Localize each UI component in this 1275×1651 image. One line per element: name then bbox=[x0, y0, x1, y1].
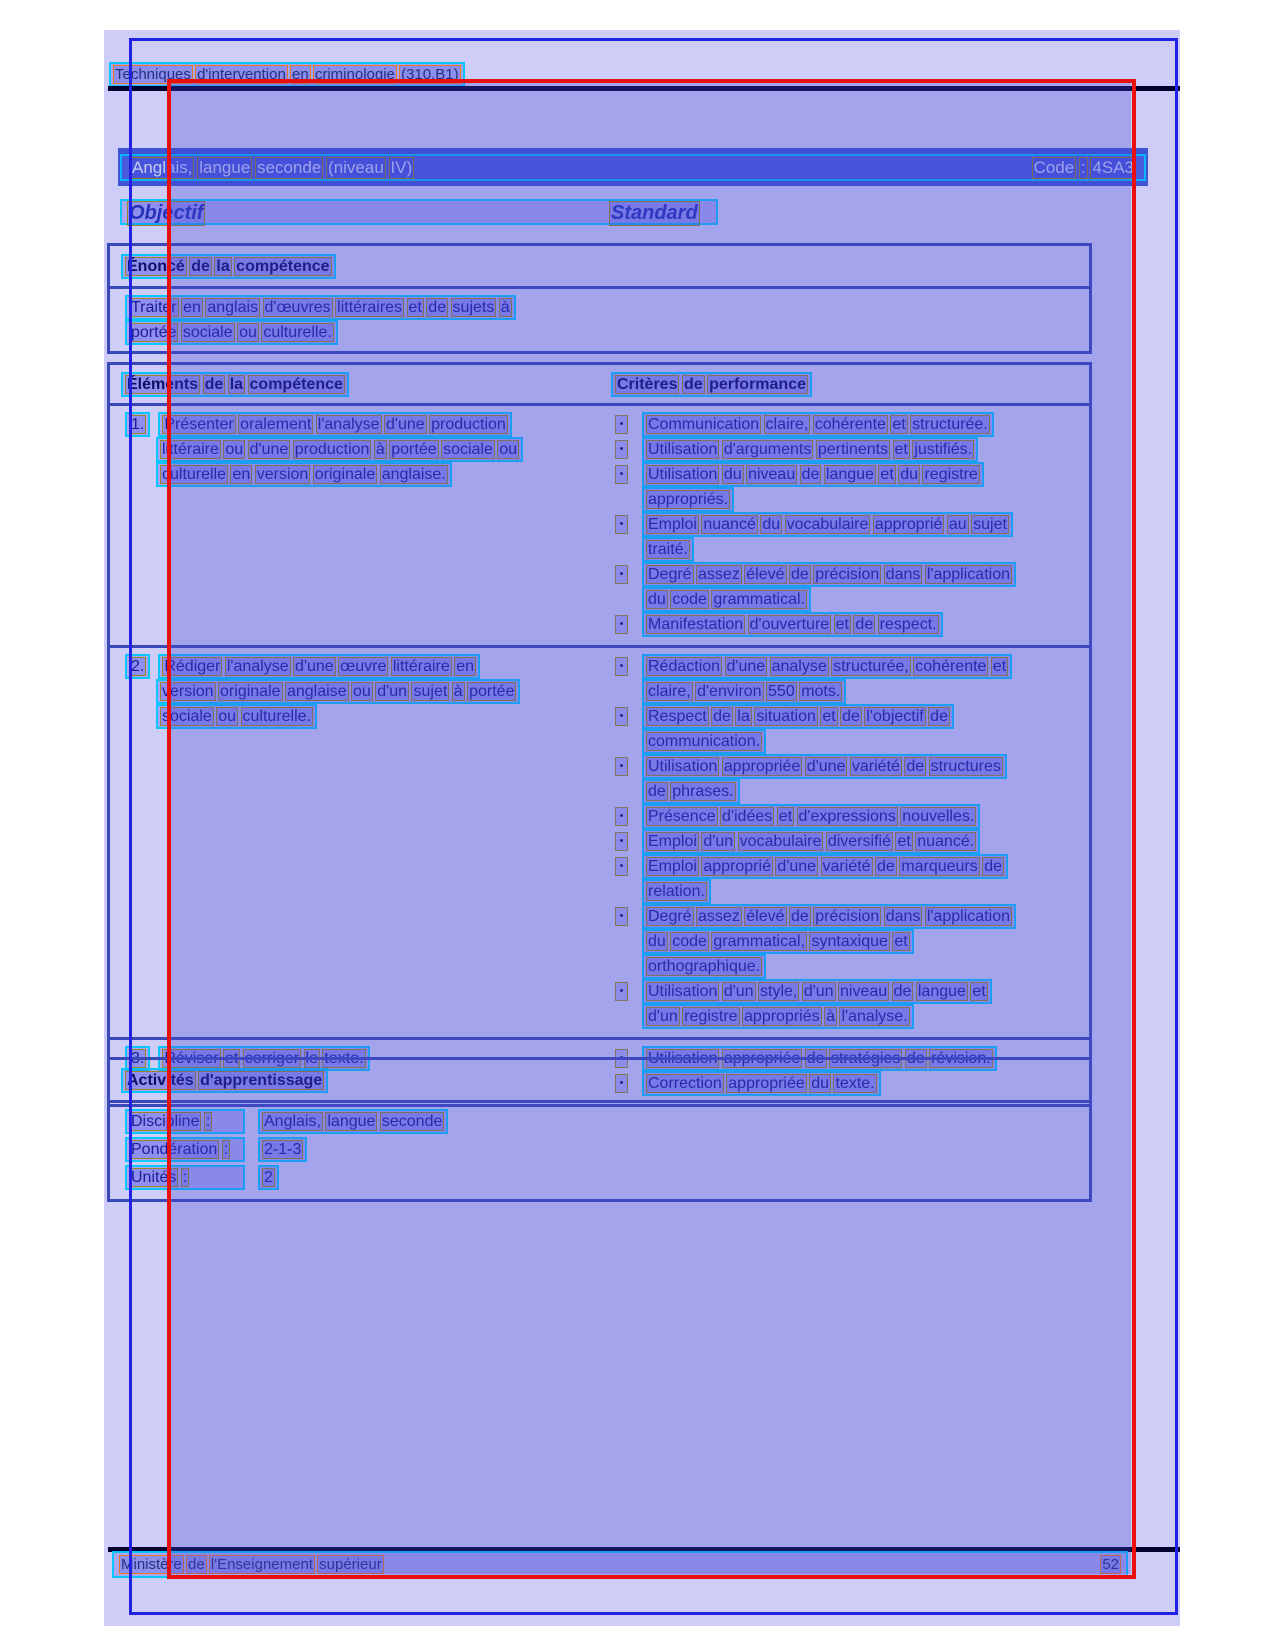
element-line: sociale ou culturelle. bbox=[162, 708, 311, 725]
statement-line: Traiter en anglais d'œuvres littéraires et de sujets à bbox=[131, 299, 510, 316]
criteria-line: Degré assez élevé de précision dans l'application bbox=[648, 908, 1010, 925]
section-activites-body bbox=[110, 1103, 1089, 1199]
col-header-criteres: Critères de performance bbox=[617, 376, 806, 393]
bullet-icon: • bbox=[615, 465, 628, 484]
criteria-line: Utilisation d'un style, d'un niveau de langue et bbox=[648, 983, 986, 1000]
table-header-row bbox=[110, 365, 1089, 403]
bullet-icon: • bbox=[615, 832, 628, 851]
heading-objectif: Objectif bbox=[129, 202, 204, 224]
criteria-line: Utilisation du niveau de langue et du registre bbox=[648, 466, 978, 483]
col-header-elements: Éléments de la compétence bbox=[127, 376, 343, 393]
table-row bbox=[110, 645, 1089, 1037]
criteria-line: Communication claire, cohérente et structurée. bbox=[648, 416, 988, 433]
criteria-line: traité. bbox=[648, 541, 689, 558]
criteria-line: d'un registre appropriés à l'analyse. bbox=[648, 1008, 908, 1025]
course-title-line bbox=[120, 154, 1146, 181]
running-header bbox=[109, 62, 465, 87]
criteria-item bbox=[611, 437, 1089, 462]
criteria-line: du code grammatical. bbox=[648, 591, 805, 608]
section-enonce-body bbox=[110, 289, 1089, 351]
criteria-line: Degré assez élevé de précision dans l'application bbox=[648, 566, 1010, 583]
element-line: Présenter oralement l'analyse d'une production bbox=[164, 416, 506, 433]
criteria-item bbox=[611, 462, 1089, 512]
criteria-line: Présence d'idées et d'expressions nouvelles. bbox=[648, 808, 975, 825]
element-line: version originale anglaise ou d'un sujet à portée bbox=[162, 683, 515, 700]
section-activites bbox=[107, 1057, 1092, 1202]
bullet-icon: • bbox=[615, 757, 628, 776]
table-header-cell bbox=[110, 372, 611, 397]
heading-standard: Standard bbox=[611, 202, 698, 224]
bullet-icon: • bbox=[615, 565, 628, 584]
element-cell bbox=[110, 412, 611, 637]
activity-value: 2 bbox=[264, 1169, 273, 1186]
criteria-item bbox=[611, 654, 1089, 704]
criteria-item bbox=[611, 904, 1089, 979]
criteria-item bbox=[611, 804, 1089, 829]
section-enonce-header bbox=[110, 246, 1089, 289]
criteria-cell bbox=[611, 654, 1089, 1029]
criteria-line: Utilisation appropriée d'une variété de structures bbox=[648, 758, 1001, 775]
table-row bbox=[110, 403, 1089, 645]
bullet-icon: • bbox=[615, 707, 628, 726]
criteria-line: Rédaction d'une analyse structurée, cohérente et bbox=[648, 658, 1007, 675]
page-number: 52 bbox=[1102, 1556, 1119, 1573]
section-activites-title: Activités d'apprentissage bbox=[127, 1072, 323, 1089]
activity-label: Pondération : bbox=[131, 1141, 229, 1158]
bullet-icon: • bbox=[615, 857, 628, 876]
criteria-line: Utilisation d'arguments pertinents et justifiés. bbox=[648, 441, 973, 458]
element-cell bbox=[110, 654, 611, 1029]
element-line: Réviser et corriger le texte. bbox=[164, 1050, 364, 1067]
bullet-icon: • bbox=[615, 615, 628, 634]
criteria-line: Correction appropriée du texte. bbox=[648, 1075, 875, 1092]
criteria-item bbox=[611, 562, 1089, 612]
criteria-cell bbox=[611, 412, 1089, 637]
criteria-item bbox=[611, 754, 1089, 804]
criteria-line: Emploi nuancé du vocabulaire approprié au sujet bbox=[648, 516, 1007, 533]
competence-table bbox=[107, 362, 1092, 1107]
element-number: 3. bbox=[131, 1050, 145, 1067]
criteria-line: de phrases. bbox=[648, 783, 734, 800]
criteria-line: Respect de la situation et de l'objectif de bbox=[648, 708, 948, 725]
criteria-line: relation. bbox=[648, 883, 705, 900]
element-number: 1. bbox=[131, 416, 145, 433]
criteria-item bbox=[611, 612, 1089, 637]
criteria-line: appropriés. bbox=[648, 491, 729, 508]
criteria-line: communication. bbox=[648, 733, 761, 750]
criteria-item bbox=[611, 854, 1089, 904]
element-line: Rédiger l'analyse d'une œuvre littéraire en bbox=[164, 658, 474, 675]
course-name: Anglais, langue seconde (niveau IV) bbox=[132, 157, 413, 177]
activity-value: 2-1-3 bbox=[264, 1141, 302, 1158]
section-enonce bbox=[107, 243, 1092, 354]
section-enonce-title: Énoncé de la compétence bbox=[127, 258, 330, 275]
bullet-icon: • bbox=[615, 807, 628, 826]
activity-row bbox=[125, 1137, 1089, 1162]
activity-row bbox=[125, 1109, 1089, 1134]
activity-value: Anglais, langue seconde bbox=[264, 1113, 443, 1130]
element-line: littéraire ou d'une production à portée sociale ou bbox=[162, 441, 518, 458]
top-rule bbox=[108, 86, 1180, 91]
course-title-bar bbox=[118, 148, 1148, 186]
bullet-icon: • bbox=[615, 982, 628, 1001]
page-footer bbox=[112, 1551, 1128, 1578]
section-activites-header bbox=[110, 1060, 1089, 1103]
ministry-name: Ministère de l'Enseignement supérieur bbox=[121, 1556, 382, 1573]
objectif-standard-heading bbox=[120, 199, 718, 225]
criteria-item bbox=[611, 512, 1089, 562]
bullet-icon: • bbox=[615, 415, 628, 434]
activity-label: Discipline : bbox=[131, 1113, 211, 1130]
criteria-item bbox=[611, 412, 1089, 437]
bullet-icon: • bbox=[615, 657, 628, 676]
criteria-item bbox=[611, 979, 1089, 1029]
criteria-line: Emploi d'un vocabulaire diversifié et nuancé. bbox=[648, 833, 975, 850]
running-header-title: Techniques d'intervention en criminologie (310.B1) bbox=[115, 66, 459, 83]
criteria-line: Emploi approprié d'une variété de marqueurs de bbox=[648, 858, 1002, 875]
criteria-line: du code grammatical, syntaxique et bbox=[648, 933, 908, 950]
element-line: culturelle en version originale anglaise. bbox=[162, 466, 446, 483]
bullet-icon: • bbox=[615, 515, 628, 534]
table-header-cell bbox=[611, 372, 1089, 397]
criteria-line: claire, d'environ 550 mots. bbox=[648, 683, 841, 700]
criteria-item bbox=[611, 704, 1089, 754]
statement-line: portée sociale ou culturelle. bbox=[131, 324, 332, 341]
course-code: Code : 4SA3 bbox=[1033, 157, 1134, 177]
activity-label: Unités : bbox=[131, 1169, 188, 1186]
bullet-icon: • bbox=[615, 1049, 628, 1068]
bullet-icon: • bbox=[615, 907, 628, 926]
criteria-item bbox=[611, 829, 1089, 854]
bullet-icon: • bbox=[615, 440, 628, 459]
activity-row bbox=[125, 1165, 1089, 1190]
criteria-line: Utilisation appropriée de stratégies de révision. bbox=[648, 1050, 991, 1067]
bullet-icon: • bbox=[615, 1074, 628, 1093]
element-number: 2. bbox=[131, 658, 145, 675]
criteria-line: orthographique. bbox=[648, 958, 761, 975]
criteria-line: Manifestation d'ouverture et de respect. bbox=[648, 616, 937, 633]
